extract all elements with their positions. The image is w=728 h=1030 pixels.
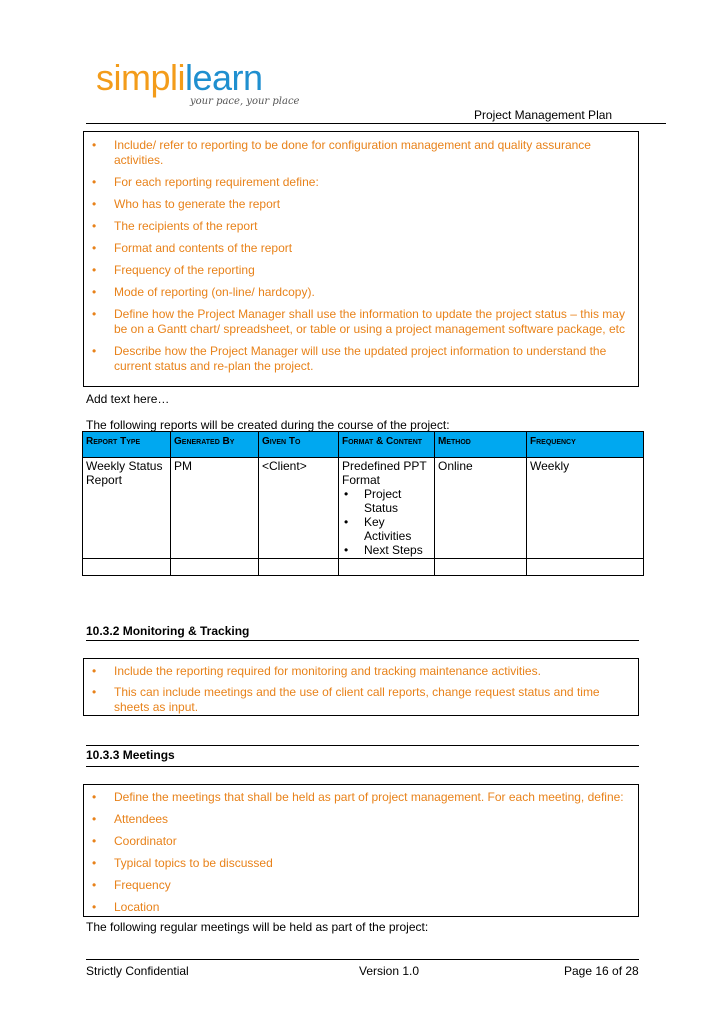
list-item: • Who has to generate the report — [92, 197, 281, 211]
list-item: • Define how the Project Manager shall use the information to update the project status – this may be on a Gantt chart/ spreadsheet, or table or using a project management software package, etc — [92, 307, 625, 336]
meetings-guidance-box — [83, 784, 639, 917]
column-header: Generated By — [171, 432, 259, 458]
section-divider — [86, 640, 639, 641]
simplilearn-logo — [96, 58, 316, 110]
list-item: • Define the meetings that shall be held as part of project management. For each meeting, define: — [92, 790, 624, 804]
reporting-guidance-box — [83, 131, 639, 387]
column-header: Method — [435, 432, 527, 458]
list-item: • Include/ refer to reporting to be done for configuration management and quality assurance activities. — [92, 138, 591, 167]
list-item: • This can include meetings and the use of client call reports, change request status and time sheets as input. — [92, 685, 600, 714]
section-heading-meetings: 10.3.3 Meetings — [86, 748, 175, 762]
section-divider — [86, 766, 639, 767]
footer-confidential: Strictly Confidential — [86, 964, 189, 978]
list-item: • Typical topics to be discussed — [92, 856, 273, 870]
document-title: Project Management Plan — [474, 108, 613, 122]
column-header: Format & Content — [339, 432, 435, 458]
list-item: • Key Activities — [344, 515, 412, 543]
list-item: • Include the reporting required for monitoring and tracking maintenance activities. — [92, 664, 541, 678]
footer-page-number: Page 16 of 28 — [564, 964, 639, 978]
given-to-cell: <Client> — [259, 458, 339, 559]
table-row — [83, 458, 644, 559]
format-content-cell — [339, 458, 435, 559]
monitoring-guidance-list — [84, 664, 638, 715]
list-item: • Frequency of the reporting — [92, 263, 255, 277]
format-intro: Predefined PPT Format — [342, 459, 427, 487]
list-item: • Mode of reporting (on-line/ hardcopy). — [92, 285, 315, 299]
list-item: • The recipients of the report — [92, 219, 258, 233]
meetings-closing-text: The following regular meetings will be held as part of the project: — [86, 920, 429, 934]
list-item: • Attendees — [92, 812, 169, 826]
monitoring-guidance-box — [83, 658, 639, 716]
column-header: Frequency — [527, 432, 644, 458]
list-item: • Project Status — [344, 487, 402, 515]
logo-wordmark: simplilearn — [96, 57, 263, 98]
logo-tagline: your pace, your place — [190, 96, 300, 107]
format-items-list — [342, 487, 431, 557]
reports-table — [82, 431, 644, 576]
list-item: • Describe how the Project Manager will use the updated project information to understand the current status and re-plan the project. — [92, 344, 607, 373]
report-type-cell: Weekly Status Report — [83, 458, 171, 559]
column-header: Report Type — [83, 432, 171, 458]
table-header-row — [83, 432, 644, 458]
generated-by-cell: PM — [171, 458, 259, 559]
add-text-placeholder: Add text here… — [86, 392, 170, 406]
meetings-guidance-list — [84, 790, 638, 915]
list-item: • Next Steps — [344, 543, 423, 557]
list-item: • For each reporting requirement define: — [92, 175, 319, 189]
header-divider-extension — [638, 123, 666, 124]
method-cell: Online — [435, 458, 527, 559]
list-item: • Format and contents of the report — [92, 241, 293, 255]
footer-version: Version 1.0 — [359, 964, 420, 978]
reports-intro: The following reports will be created during the course of the project: — [86, 418, 450, 432]
column-header: Given To — [259, 432, 339, 458]
header-divider — [86, 123, 638, 124]
list-item: • Location — [92, 900, 160, 914]
frequency-cell: Weekly — [527, 458, 644, 559]
table-row-empty — [83, 559, 644, 576]
section-heading-monitoring: 10.3.2 Monitoring & Tracking — [86, 624, 250, 638]
list-item: • Frequency — [92, 878, 171, 892]
section-divider-top — [86, 745, 639, 746]
list-item: • Coordinator — [92, 834, 177, 848]
reporting-guidance-list — [84, 138, 638, 374]
footer-divider — [86, 959, 639, 960]
